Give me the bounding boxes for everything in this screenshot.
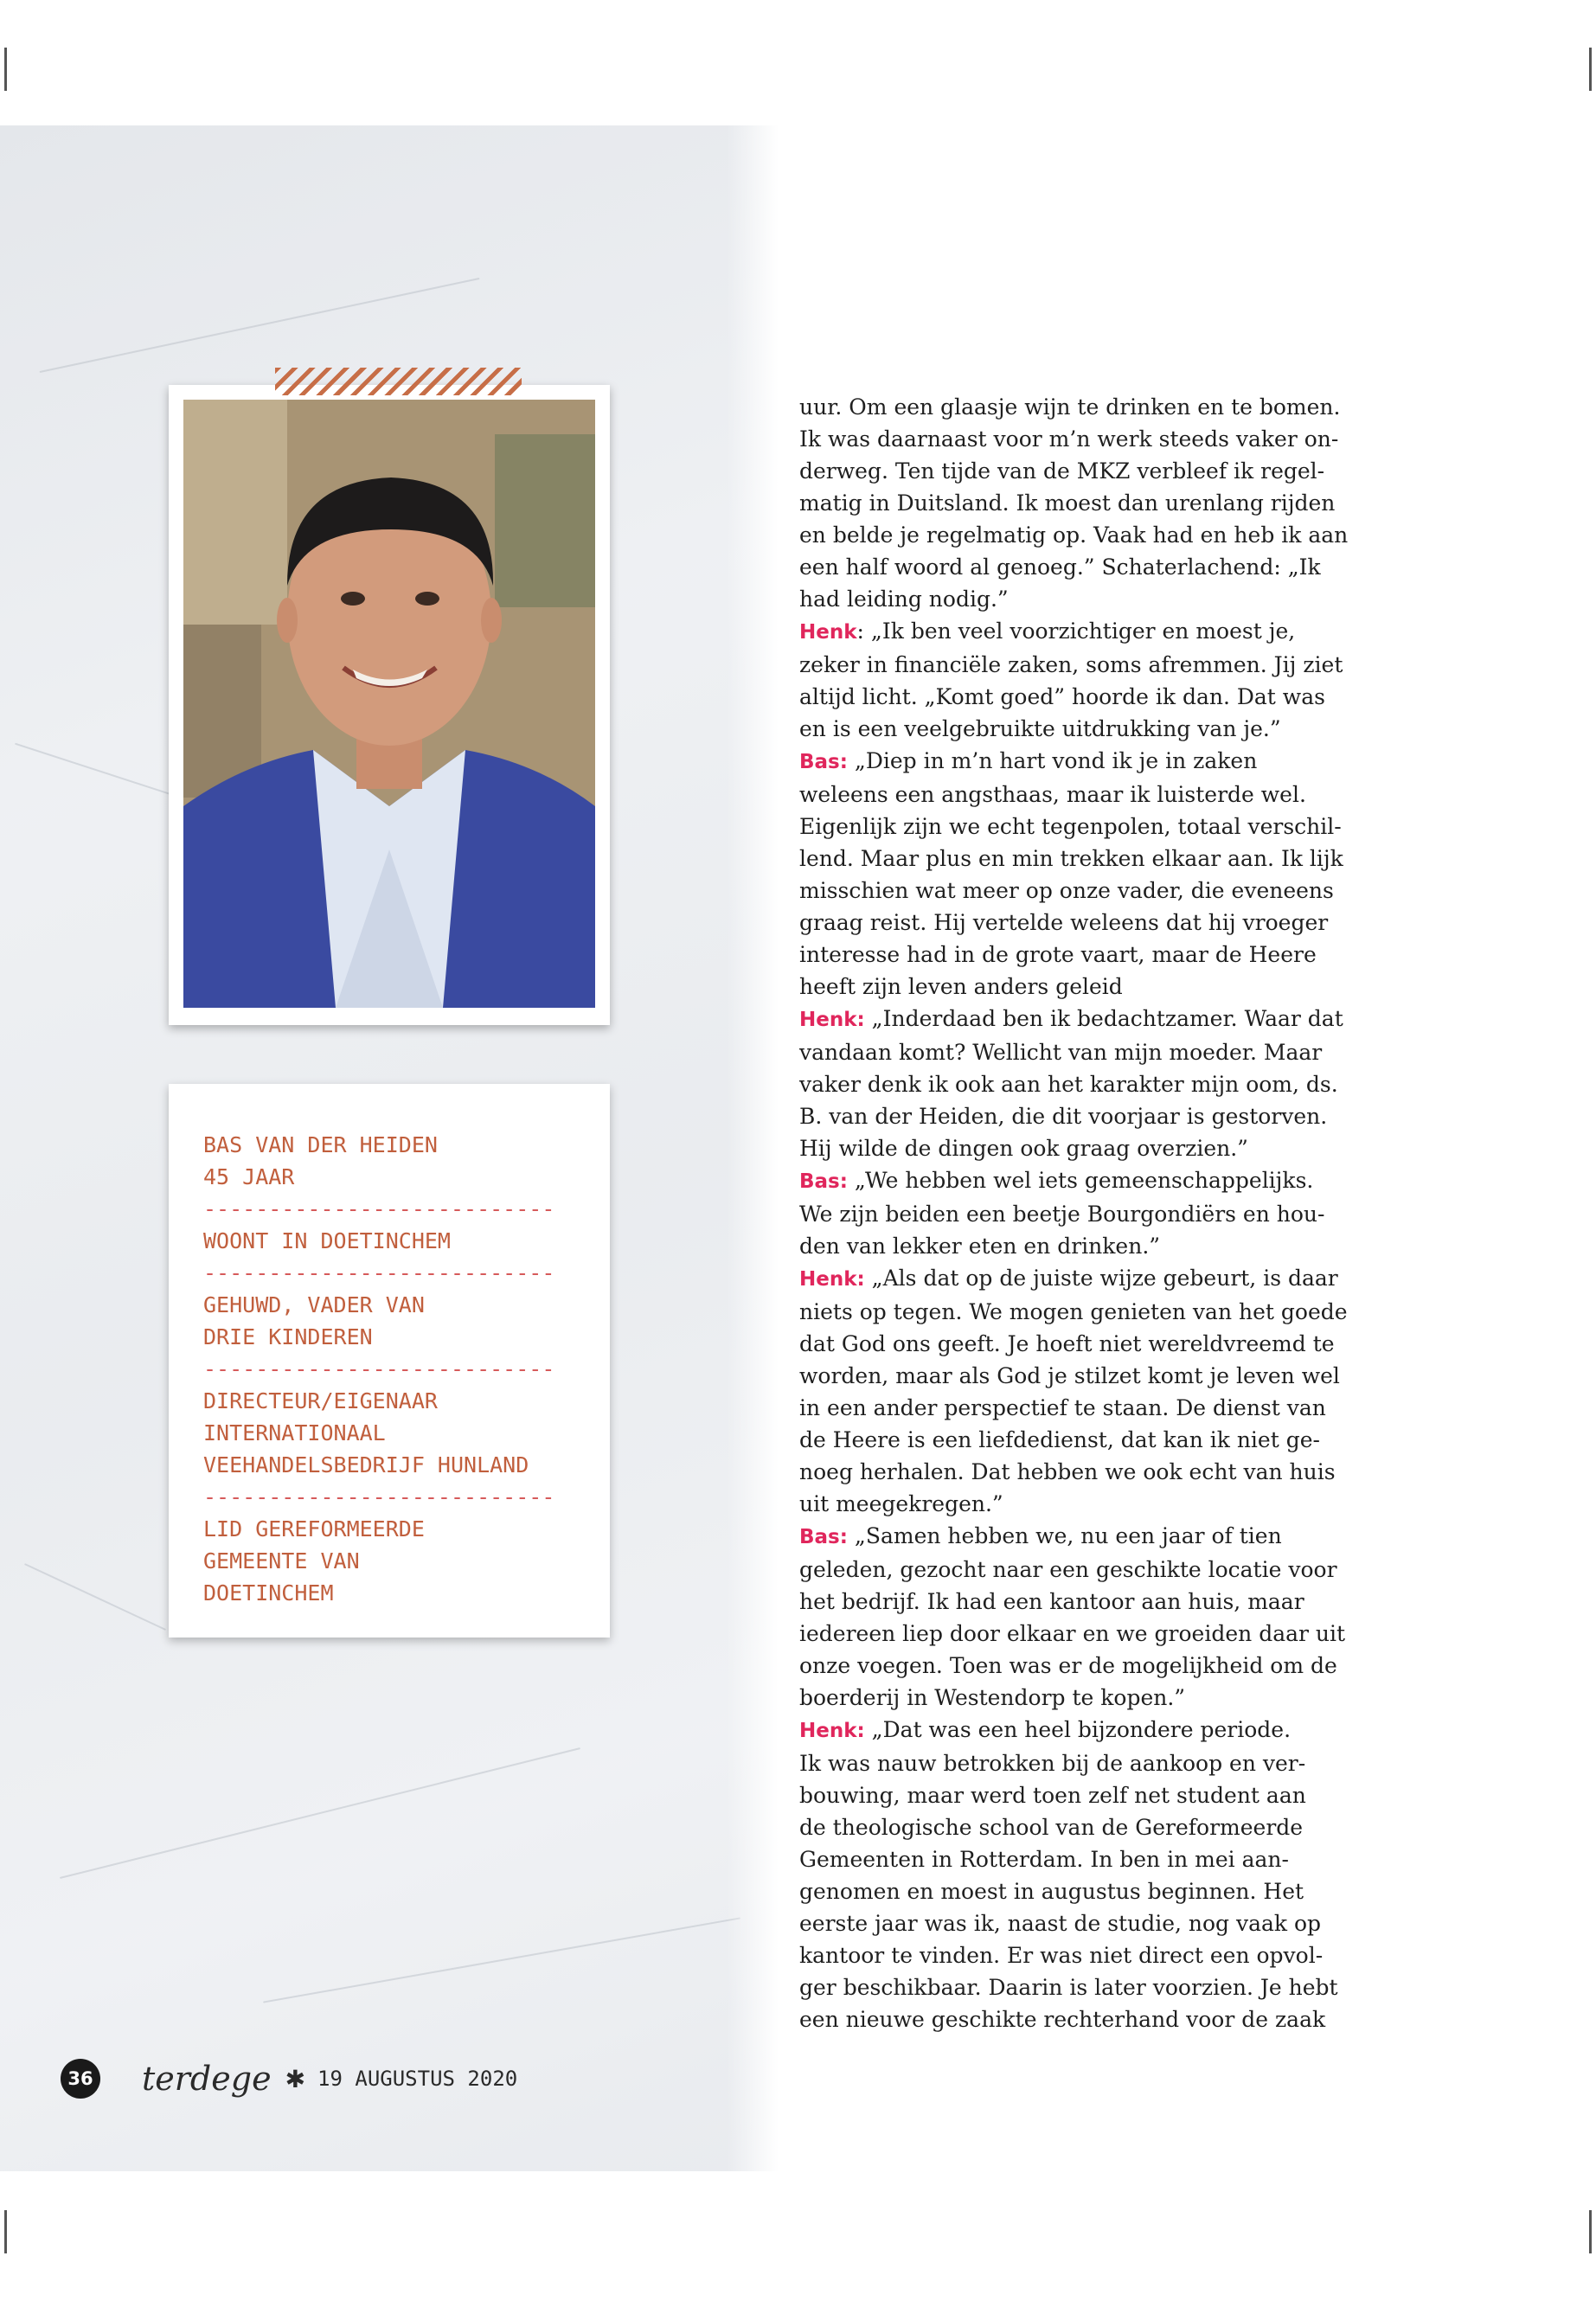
crop-mark-bottom-left <box>4 2210 7 2253</box>
article-text: boerderij in Westendorp te kopen.” <box>799 1685 1186 1710</box>
article-text: en belde je regelmatig op. Vaak had en heb ik aan <box>799 522 1349 548</box>
article-text: „We hebben wel iets gemeenschappelijks. <box>847 1168 1314 1193</box>
profile-age: 45 JAAR <box>203 1164 295 1189</box>
profile-family: DRIE KINDEREN <box>203 1324 373 1349</box>
article-line <box>799 1360 1388 1392</box>
article-text: kantoor te vinden. Er was niet direct een opvol- <box>799 1943 1324 1968</box>
article-line <box>799 391 1388 423</box>
article-line <box>799 1747 1388 1779</box>
article-text: misschien wat meer op onze vader, die eveneens <box>799 878 1334 903</box>
article-line <box>799 455 1388 487</box>
speaker-label: Bas: <box>799 1526 848 1548</box>
article-text: dat God ons geeft. Je hoeft niet wereldvreemd te <box>799 1331 1335 1356</box>
article-text: : „Ik ben veel voorzichtiger en moest je, <box>856 619 1296 644</box>
article-text: „Als dat op de juiste wijze gebeurt, is daar <box>864 1266 1338 1291</box>
article-text: bouwing, maar werd toen zelf net student aan <box>799 1783 1306 1808</box>
profile-church: LID GEREFORMEERDE <box>203 1516 425 1541</box>
article-line <box>799 1618 1388 1650</box>
article-line <box>799 1586 1388 1618</box>
article-line <box>799 713 1388 745</box>
profile-occupation: INTERNATIONAAL <box>203 1420 386 1445</box>
article-text: noeg herhalen. Dat hebben we ook echt van huis <box>799 1459 1336 1484</box>
portrait-card <box>169 385 610 1025</box>
article-line <box>799 1907 1388 1939</box>
article-line <box>799 1132 1388 1164</box>
article-text: Ik was daarnaast voor m’n werk steeds vaker on- <box>799 426 1339 452</box>
texture-streak <box>263 1917 740 2003</box>
speaker-label: Henk: <box>799 1268 865 1291</box>
article-line <box>799 1811 1388 1843</box>
separator-star-icon: ✱ <box>285 2064 306 2093</box>
article-text: ger beschikbaar. Daarin is later voorzien. Je hebt <box>799 1975 1338 2000</box>
speaker-label: Henk <box>799 621 857 644</box>
article-line <box>799 1650 1388 1682</box>
article-text: „Samen hebben we, nu een jaar of tien <box>847 1523 1282 1548</box>
article-text: een nieuwe geschikte rechterhand voor de zaak <box>799 2007 1326 2032</box>
article-line <box>799 939 1388 971</box>
profile-divider: --------------------------- <box>203 1196 555 1221</box>
profile-occupation: VEEHANDELSBEDRIJF HUNLAND <box>203 1452 529 1477</box>
article-text: uur. Om een glaasje wijn te drinken en te bomen. <box>799 394 1341 420</box>
article-text: „Dat was een heel bijzondere periode. <box>864 1717 1292 1742</box>
article-text: heeft zijn leven anders geleid <box>799 974 1123 999</box>
article-line <box>799 1328 1388 1360</box>
article-text: weleens een angsthaas, maar ik luisterde wel. <box>799 782 1306 807</box>
article-line <box>799 1843 1388 1875</box>
portrait-illustration <box>183 400 595 1008</box>
article-text: den van lekker eten en drinken.” <box>799 1234 1161 1259</box>
article-text: Eigenlijk zijn we echt tegenpolen, totaal verschil- <box>799 814 1342 839</box>
magazine-logo: terdege <box>142 2060 272 2098</box>
page-number: 36 <box>61 2059 100 2099</box>
article-text: en is een veelgebruikte uitdrukking van je.” <box>799 716 1281 741</box>
article-text: Ik was nauw betrokken bij de aankoop en ver- <box>799 1751 1306 1776</box>
article-text: „Diep in m’n hart vond ik je in zaken <box>847 748 1258 773</box>
article-text: eerste jaar was ik, naast de studie, nog vaak op <box>799 1911 1322 1936</box>
article-text: Hij wilde de dingen ook graag overzien.” <box>799 1136 1248 1161</box>
article-text: vandaan komt? Wellicht van mijn moeder. Maar <box>799 1040 1323 1065</box>
article-line <box>799 423 1388 455</box>
article-line <box>799 1779 1388 1811</box>
issue-date: 19 AUGUSTUS 2020 <box>317 2067 518 2091</box>
article-line <box>799 2003 1388 2035</box>
article-line <box>799 1939 1388 1971</box>
profile-church: GEMEENTE VAN <box>203 1548 360 1574</box>
article-line <box>799 779 1388 811</box>
speaker-label: Bas: <box>799 1170 848 1193</box>
article-line <box>799 1456 1388 1488</box>
article-text: had leiding nodig.” <box>799 586 1009 612</box>
profile-church: DOETINCHEM <box>203 1580 334 1606</box>
article-text: een half woord al genoeg.” Schaterlachend: „Ik <box>799 554 1321 580</box>
article-line <box>799 1971 1388 2003</box>
article-line <box>799 615 1388 649</box>
article-line <box>799 1520 1388 1554</box>
article-line <box>799 1682 1388 1714</box>
article-line <box>799 1230 1388 1262</box>
texture-streak <box>24 1563 166 1631</box>
portrait-photo <box>183 400 595 1008</box>
article-text: de Heere is een liefdedienst, dat kan ik niet ge- <box>799 1427 1320 1452</box>
article-text: genomen en moest in augustus beginnen. Het <box>799 1879 1304 1904</box>
speaker-label: Henk: <box>799 1009 865 1031</box>
article-text: het bedrijf. Ik had een kantoor aan huis, maar <box>799 1589 1304 1614</box>
article-line <box>799 843 1388 875</box>
article-text: derweg. Ten tijde van de MKZ verbleef ik regel- <box>799 458 1325 484</box>
article-line <box>799 745 1388 779</box>
article-text: Gemeenten in Rotterdam. In ben in mei aan- <box>799 1847 1289 1872</box>
article-line <box>799 1488 1388 1520</box>
crop-mark-top-right <box>1589 48 1592 91</box>
crop-mark-top-left <box>4 48 7 91</box>
speaker-label: Bas: <box>799 751 848 773</box>
decorative-tape <box>275 368 522 395</box>
article-line <box>799 681 1388 713</box>
article-line <box>799 1714 1388 1747</box>
article-line <box>799 649 1388 681</box>
article-text: zeker in financiële zaken, soms afremmen. Jij ziet <box>799 652 1343 677</box>
article-line <box>799 1554 1388 1586</box>
article-line <box>799 1100 1388 1132</box>
article-text: worden, maar als God je stilzet komt je leven wel <box>799 1363 1340 1388</box>
profile-divider: --------------------------- <box>203 1260 555 1285</box>
article-line <box>799 1875 1388 1907</box>
article-text: in een ander perspectief te staan. De dienst van <box>799 1395 1326 1420</box>
article-line <box>799 811 1388 843</box>
article-text: graag reist. Hij vertelde weleens dat hij vroeger <box>799 910 1329 935</box>
article-line <box>799 551 1388 583</box>
article-text: „Inderdaad ben ik bedachtzamer. Waar dat <box>864 1006 1343 1031</box>
article-line <box>799 1036 1388 1068</box>
article-text: vaker denk ik ook aan het karakter mijn oom, ds. <box>799 1072 1338 1097</box>
article-text: We zijn beiden een beetje Bourgondiërs en hou- <box>799 1202 1325 1227</box>
texture-streak <box>39 278 479 373</box>
article-body <box>799 391 1388 2035</box>
article-text: niets op tegen. We mogen genieten van het goede <box>799 1299 1348 1324</box>
profile-list <box>203 1129 575 1609</box>
article-text: matig in Duitsland. Ik moest dan urenlang rijden <box>799 490 1336 516</box>
article-line <box>799 1262 1388 1296</box>
article-text: onze voegen. Toen was er de mogelijkheid om de <box>799 1653 1337 1678</box>
article-text: uit meegekregen.” <box>799 1491 1003 1516</box>
article-line <box>799 1296 1388 1328</box>
article-text: interesse had in de grote vaart, maar de Heere <box>799 942 1317 967</box>
article-line <box>799 519 1388 551</box>
article-text: B. van der Heiden, die dit voorjaar is gestorven. <box>799 1104 1328 1129</box>
article-line <box>799 1424 1388 1456</box>
profile-divider: --------------------------- <box>203 1484 555 1509</box>
article-text: lend. Maar plus en min trekken elkaar aan. Ik lijk <box>799 846 1343 871</box>
profile-residence: WOONT IN DOETINCHEM <box>203 1228 451 1253</box>
article-line <box>799 583 1388 615</box>
crop-mark-bottom-right <box>1589 2210 1592 2253</box>
article-line <box>799 1003 1388 1036</box>
speaker-label: Henk: <box>799 1720 865 1742</box>
profile-occupation: DIRECTEUR/EIGENAAR <box>203 1388 438 1413</box>
article-line <box>799 907 1388 939</box>
article-text: geleden, gezocht naar een geschikte locatie voor <box>799 1557 1337 1582</box>
article-line <box>799 1164 1388 1198</box>
article-line <box>799 1068 1388 1100</box>
article-text: iedereen liep door elkaar en we groeiden daar uit <box>799 1621 1346 1646</box>
article-text: altijd licht. „Komt goed” hoorde ik dan. Dat was <box>799 684 1325 709</box>
page-footer <box>61 2057 517 2100</box>
article-line <box>799 487 1388 519</box>
profile-divider: --------------------------- <box>203 1356 555 1381</box>
article-line <box>799 1198 1388 1230</box>
profile-card <box>169 1084 610 1638</box>
article-line <box>799 971 1388 1003</box>
profile-name: BAS VAN DER HEIDEN <box>203 1132 438 1157</box>
texture-streak <box>60 1747 580 1879</box>
article-text: de theologische school van de Gereformeerde <box>799 1815 1304 1840</box>
article-line <box>799 875 1388 907</box>
profile-family: GEHUWD, VADER VAN <box>203 1292 425 1317</box>
article-line <box>799 1392 1388 1424</box>
